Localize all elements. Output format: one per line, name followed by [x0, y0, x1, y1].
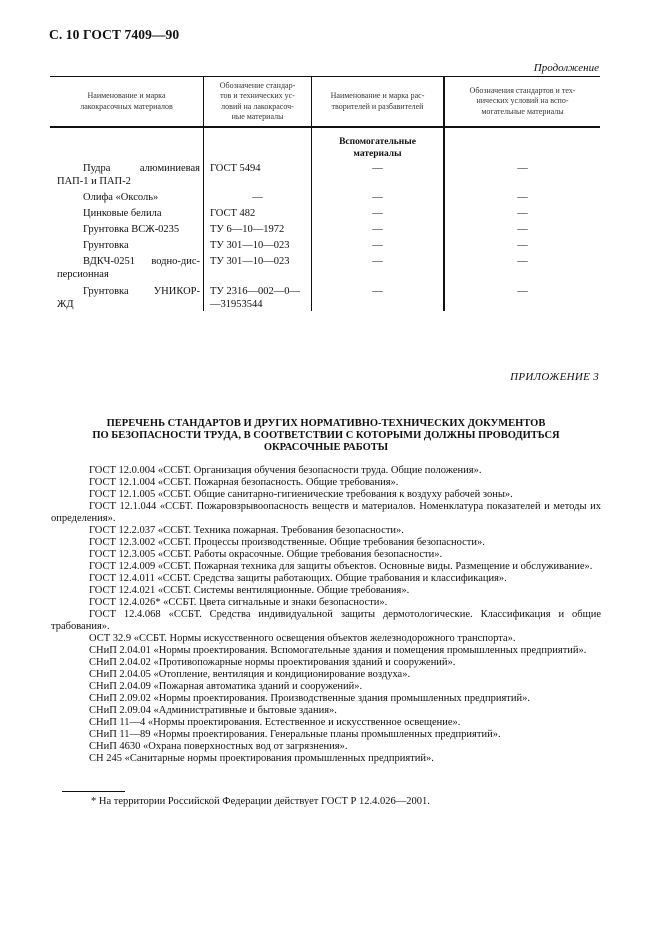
list-item: СН 245 «Санитарные нормы проектирования промышленных предприятий». [89, 753, 434, 764]
list-item: СНиП 2.04.01 «Нормы проектирования. Вспомогательные здания и помещения промышленных предприятий». [89, 645, 587, 656]
material-name: Цинковые белила [83, 208, 162, 219]
aux-standard: — [517, 224, 528, 235]
list-item: СНиП 2.09.02 «Нормы проектирования. Производственные здания промышленных предприятий». [89, 693, 530, 704]
documents-list [51, 465, 601, 765]
material-name: Грунтовка ВСЖ-0235 [83, 224, 180, 235]
list-item: ГОСТ 12.1.044 «ССБТ. Пожаровзрывоопасность веществ и материалов. Номенклатура показателей и методы их определения». [51, 501, 601, 524]
continuation-label: Продолжение [533, 62, 599, 74]
list-item: СНиП 4630 «Охрана поверхностных вод от загрязнения». [89, 741, 348, 752]
list-item: ГОСТ 12.3.005 «ССБТ. Работы окрасочные. Общие требования безопасности». [89, 549, 443, 560]
table-header-rule [50, 126, 600, 128]
solvent-name: — [372, 240, 383, 251]
list-item: СНиП 2.09.04 «Административные и бытовые здания». [89, 705, 337, 716]
material-standard: ТУ 301—10—023 [210, 240, 290, 251]
list-item: ГОСТ 12.4.011 «ССБТ. Средства защиты работающих. Общие трабования и классификация». [89, 573, 507, 584]
material-name: Грунтовка [83, 240, 129, 251]
solvent-name: — [372, 192, 383, 203]
appendix-label: ПРИЛОЖЕНИЕ 3 [510, 371, 599, 383]
list-item: ГОСТ 12.1.005 «ССБТ. Общие санитарно-гигиенические требования к воздуху рабочей зоны». [89, 489, 513, 500]
list-item: ГОСТ 12.0.004 «ССБТ. Организация обучения безопасности труда. Общие положения». [89, 465, 482, 476]
material-name: Олифа «Оксоль» [83, 192, 159, 203]
column-header-solvent-name: Наименование и марка рас- творителей и разбавителей [330, 91, 425, 111]
page-header: С. 10 ГОСТ 7409—90 [49, 27, 180, 42]
material-standard: ГОСТ 5494 [210, 163, 261, 174]
aux-standard: — [517, 192, 528, 203]
aux-standard: — [517, 256, 528, 267]
material-name: Пудра алюминиевая ПАП-1 и ПАП-2 [57, 163, 200, 187]
list-item: ГОСТ 12.4.021 «ССБТ. Системы вентиляционные. Общие требования». [89, 585, 410, 596]
list-item: ОСТ 32.9 «ССБТ. Нормы искусственного освещения объектов железнодорожного транспорта». [89, 633, 516, 644]
material-standard: ТУ 301—10—023 [210, 256, 290, 267]
list-item: ГОСТ 12.4.068 «ССБТ. Средства индивидуальной защиты дермотологические. Классификация и общие трабования». [51, 609, 601, 632]
material-name: ВДКЧ-0251 водно-дис- персионная [57, 256, 200, 280]
aux-standard: — [517, 163, 528, 174]
material-name: Грунтовка УНИКОР- ЖД [57, 286, 200, 310]
list-item: СНиП 2.04.05 «Отопление, вентиляция и кондиционирование воздуха». [89, 669, 411, 680]
list-item: ГОСТ 12.4.009 «ССБТ. Пожарная техника для защиты объектов. Основные виды. Размещение и обслуживание». [89, 561, 593, 572]
solvent-name: — [372, 163, 383, 174]
material-standard: ГОСТ 482 [210, 208, 256, 219]
list-item: СНиП 11—4 «Нормы проектирования. Естественное и искусственное освещение». [89, 717, 461, 728]
footnote-rule [62, 791, 125, 792]
aux-standard: — [517, 208, 528, 219]
materials-table [50, 76, 600, 312]
solvent-name: — [372, 224, 383, 235]
aux-standard: — [517, 286, 528, 297]
appendix-title: ПЕРЕЧЕНЬ СТАНДАРТОВ И ДРУГИХ НОРМАТИВНО-ТЕХНИЧЕСКИХ ДОКУМЕНТОВ ПО БЕЗОПАСНОСТИ ТРУДА, В СООТВЕТСТВИИ С КОТОРЫМИ ДОЛЖНЫ ПРОВОДИТЬСЯ ОКРАСОЧНЫЕ РАБОТЫ [92, 418, 560, 453]
solvent-name: — [372, 208, 383, 219]
list-item: ГОСТ 12.1.004 «ССБТ. Пожарная безопасность. Общие требования». [89, 477, 399, 488]
material-standard: ТУ 6—10—1972 [210, 224, 285, 235]
aux-standard: — [517, 240, 528, 251]
list-item: СНиП 11—89 «Нормы проектирования. Генеральные планы промышленных предприятий». [89, 729, 501, 740]
material-standard: — [252, 192, 263, 203]
list-item: СНиП 2.04.02 «Противопожарные нормы проектирования зданий и сооружений». [89, 657, 456, 668]
column-header-aux-standard: Обозначения стандартов и тех- нических условий на вспо- могательные материалы [469, 85, 576, 116]
solvent-name: — [372, 286, 383, 297]
list-item: ГОСТ 12.2.037 «ССБТ. Техника пожарная. Требования безопасности». [89, 525, 404, 536]
solvent-name: — [372, 256, 383, 267]
material-standard: ТУ 2316—002—0— —31953544 [210, 286, 300, 310]
list-item: ГОСТ 12.4.026* «ССБТ. Цвета сигнальные и знаки безопасности». [89, 597, 388, 608]
list-item: СНиП 2.04.09 «Пожарная автоматика зданий и сооружений». [89, 681, 363, 692]
section-label-auxiliary: Вспомогательные материалы [339, 137, 416, 159]
list-item: ГОСТ 12.3.002 «ССБТ. Процессы производственные. Общие требования безопасности». [89, 537, 485, 548]
footnote: * На территории Российской Федерации действует ГОСТ Р 12.4.026—2001. [91, 796, 430, 807]
column-header-material-name: Наименование и марка лакокрасочных материалов [80, 91, 173, 111]
column-header-material-standard: Обозначение стандар- тов и технических ус- ловий на лакокрасоч- ные материалы [219, 80, 296, 121]
